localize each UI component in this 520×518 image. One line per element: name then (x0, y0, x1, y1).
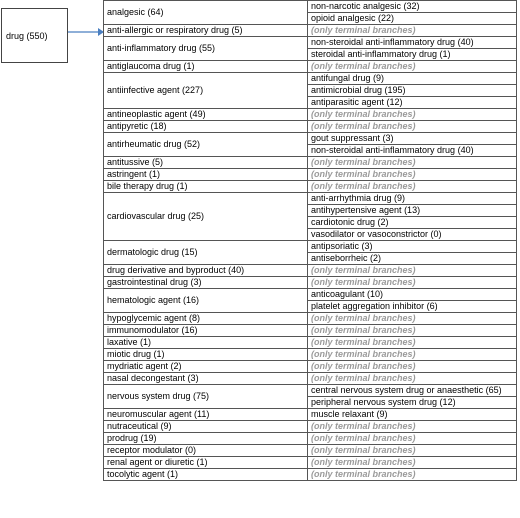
category-cell: analgesic (64) (104, 1, 308, 25)
table-row (104, 181, 517, 193)
table-row (104, 133, 517, 145)
subcategory-cell: vasodilator or vasoconstrictor (0) (308, 229, 517, 241)
table-row (104, 337, 517, 349)
arrow-connector (68, 26, 104, 38)
category-cell: antineoplastic agent (49) (104, 109, 308, 121)
category-cell: anti-allergic or respiratory drug (5) (104, 25, 308, 37)
table-row (104, 25, 517, 37)
subcategory-cell: antimicrobial drug (195) (308, 85, 517, 97)
table-row (104, 409, 517, 421)
category-cell: renal agent or diuretic (1) (104, 457, 308, 469)
table-row (104, 1, 517, 13)
table-row (104, 361, 517, 373)
table-row (104, 445, 517, 457)
subcategory-cell: steroidal anti-inflammatory drug (1) (308, 49, 517, 61)
table-row (104, 433, 517, 445)
table-row (104, 349, 517, 361)
terminal-branch-cell: (only terminal branches) (308, 325, 517, 337)
category-cell: immunomodulator (16) (104, 325, 308, 337)
terminal-branch-cell: (only terminal branches) (308, 61, 517, 73)
terminal-branch-cell: (only terminal branches) (308, 457, 517, 469)
category-cell: astringent (1) (104, 169, 308, 181)
subcategory-cell: non-steroidal anti-inflammatory drug (40) (308, 145, 517, 157)
terminal-branch-cell: (only terminal branches) (308, 169, 517, 181)
table-row (104, 325, 517, 337)
category-cell: hypoglycemic agent (8) (104, 313, 308, 325)
category-cell: hematologic agent (16) (104, 289, 308, 313)
terminal-branch-cell: (only terminal branches) (308, 313, 517, 325)
category-cell: miotic drug (1) (104, 349, 308, 361)
table-row (104, 109, 517, 121)
subcategory-cell: cardiotonic drug (2) (308, 217, 517, 229)
table-row (104, 313, 517, 325)
category-cell: cardiovascular drug (25) (104, 193, 308, 241)
table-row (104, 121, 517, 133)
terminal-branch-cell: (only terminal branches) (308, 421, 517, 433)
category-cell: bile therapy drug (1) (104, 181, 308, 193)
terminal-branch-cell: (only terminal branches) (308, 433, 517, 445)
category-cell: neuromuscular agent (11) (104, 409, 308, 421)
root-label: drug (550) (6, 30, 48, 41)
category-cell: antiinfective agent (227) (104, 73, 308, 109)
subcategory-cell: anticoagulant (10) (308, 289, 517, 301)
category-cell: dermatologic drug (15) (104, 241, 308, 265)
subcategory-cell: non-narcotic analgesic (32) (308, 1, 517, 13)
category-cell: antirheumatic drug (52) (104, 133, 308, 157)
category-cell: nervous system drug (75) (104, 385, 308, 409)
table-row (104, 421, 517, 433)
subcategory-cell: muscle relaxant (9) (308, 409, 517, 421)
terminal-branch-cell: (only terminal branches) (308, 361, 517, 373)
table-row (104, 241, 517, 253)
category-cell: antitussive (5) (104, 157, 308, 169)
terminal-branch-cell: (only terminal branches) (308, 373, 517, 385)
category-table (103, 0, 517, 481)
category-cell: mydriatic agent (2) (104, 361, 308, 373)
subcategory-cell: opioid analgesic (22) (308, 13, 517, 25)
table-row (104, 193, 517, 205)
table-row (104, 385, 517, 397)
category-cell: gastrointestinal drug (3) (104, 277, 308, 289)
table-row (104, 157, 517, 169)
terminal-branch-cell: (only terminal branches) (308, 337, 517, 349)
category-cell: drug derivative and byproduct (40) (104, 265, 308, 277)
terminal-branch-cell: (only terminal branches) (308, 181, 517, 193)
subcategory-cell: antiparasitic agent (12) (308, 97, 517, 109)
category-cell: prodrug (19) (104, 433, 308, 445)
subcategory-cell: antihypertensive agent (13) (308, 205, 517, 217)
table-row (104, 277, 517, 289)
category-cell: nasal decongestant (3) (104, 373, 308, 385)
terminal-branch-cell: (only terminal branches) (308, 25, 517, 37)
subcategory-cell: antifungal drug (9) (308, 73, 517, 85)
terminal-branch-cell: (only terminal branches) (308, 277, 517, 289)
subcategory-cell: antipsoriatic (3) (308, 241, 517, 253)
subcategory-cell: non-steroidal anti-inflammatory drug (40) (308, 37, 517, 49)
terminal-branch-cell: (only terminal branches) (308, 265, 517, 277)
subcategory-cell: platelet aggregation inhibitor (6) (308, 301, 517, 313)
table-row (104, 61, 517, 73)
root-node (1, 8, 68, 63)
table-row (104, 169, 517, 181)
terminal-branch-cell: (only terminal branches) (308, 349, 517, 361)
table-row (104, 469, 517, 481)
terminal-branch-cell: (only terminal branches) (308, 121, 517, 133)
table-row (104, 289, 517, 301)
subcategory-cell: gout suppressant (3) (308, 133, 517, 145)
subcategory-cell: anti-arrhythmia drug (9) (308, 193, 517, 205)
subcategory-cell: peripheral nervous system drug (12) (308, 397, 517, 409)
table-row (104, 73, 517, 85)
category-cell: nutraceutical (9) (104, 421, 308, 433)
category-cell: laxative (1) (104, 337, 308, 349)
table-row (104, 373, 517, 385)
category-cell: anti-inflammatory drug (55) (104, 37, 308, 61)
terminal-branch-cell: (only terminal branches) (308, 469, 517, 481)
table-row (104, 265, 517, 277)
category-cell: receptor modulator (0) (104, 445, 308, 457)
category-cell: antiglaucoma drug (1) (104, 61, 308, 73)
terminal-branch-cell: (only terminal branches) (308, 157, 517, 169)
terminal-branch-cell: (only terminal branches) (308, 445, 517, 457)
table-row (104, 37, 517, 49)
category-cell: tocolytic agent (1) (104, 469, 308, 481)
subcategory-cell: antiseborrheic (2) (308, 253, 517, 265)
terminal-branch-cell: (only terminal branches) (308, 109, 517, 121)
category-cell: antipyretic (18) (104, 121, 308, 133)
table-row (104, 457, 517, 469)
subcategory-cell: central nervous system drug or anaesthetic (65) (308, 385, 517, 397)
